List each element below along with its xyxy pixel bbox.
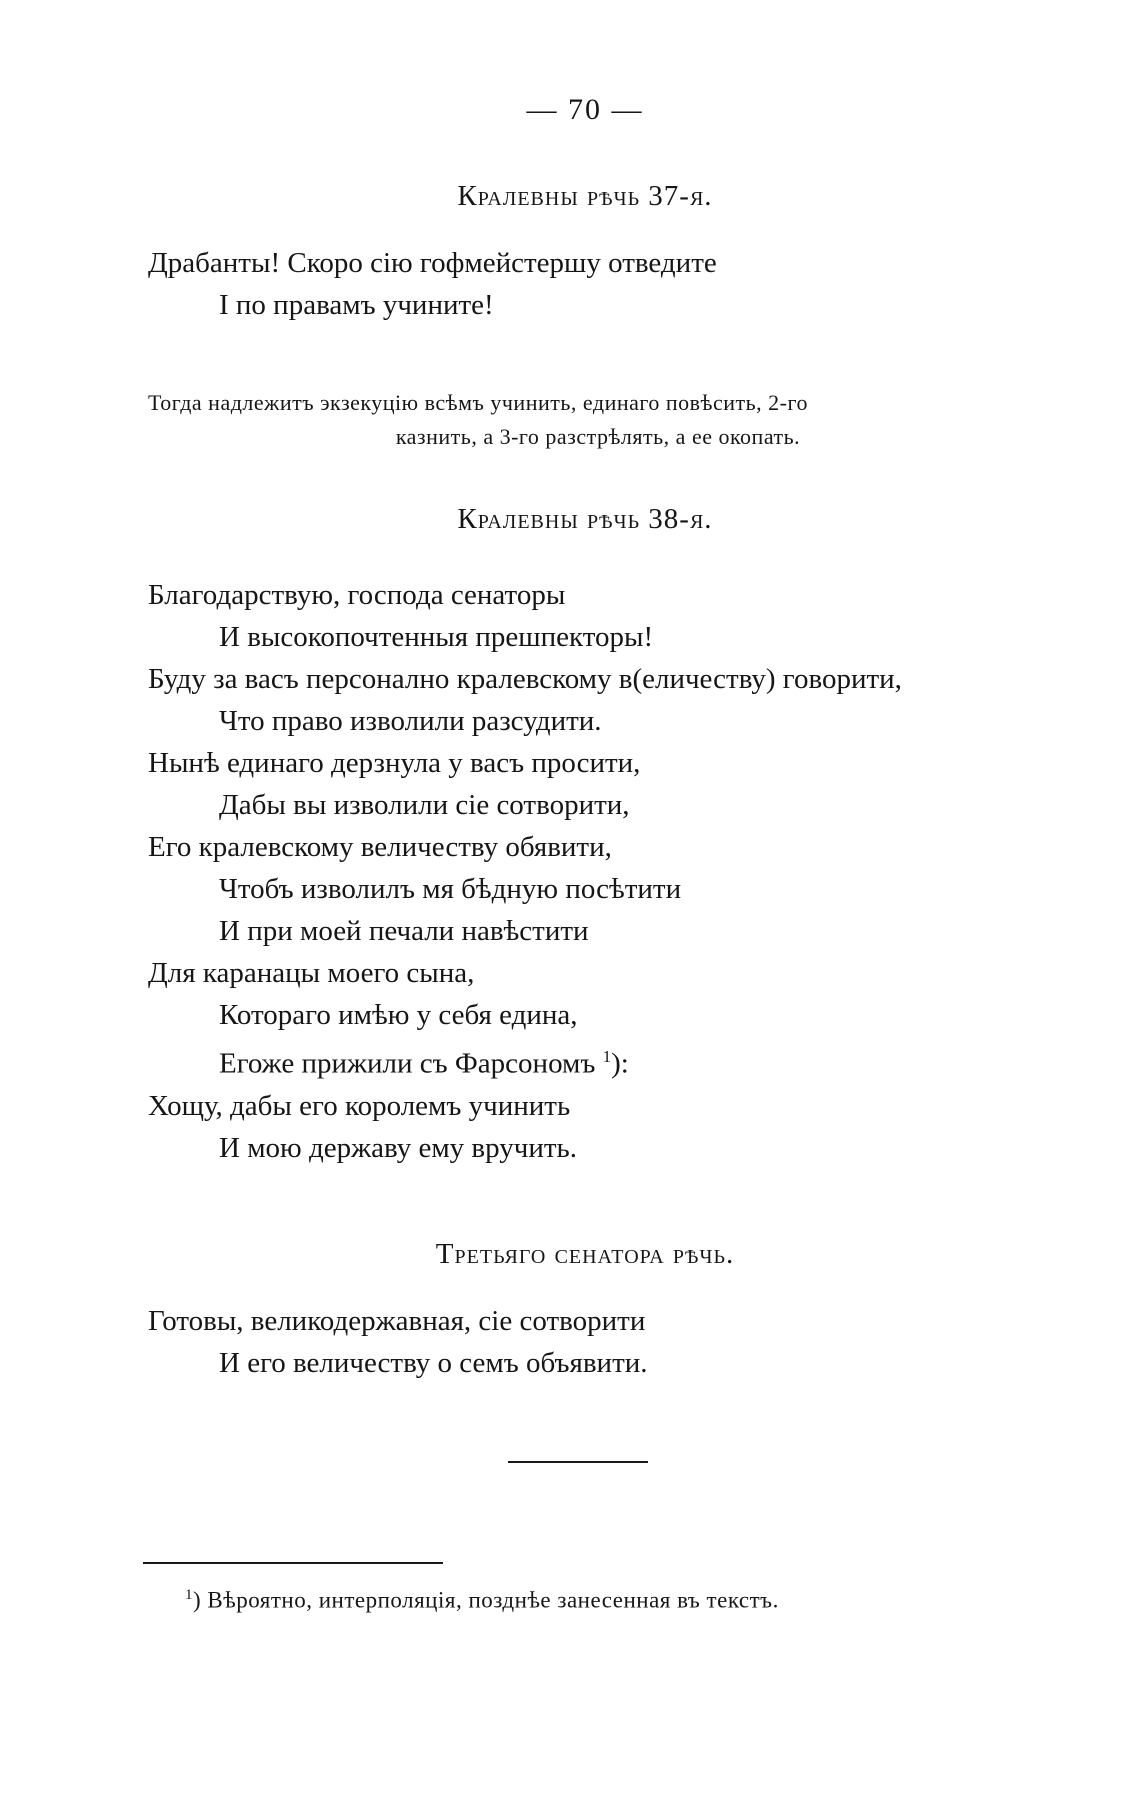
stage-direction bbox=[148, 386, 1028, 454]
heading-speech-37: Кралевны рѣчь 37-я. bbox=[457, 180, 713, 212]
verse-line: Дабы вы изволили сіе сотворити, bbox=[219, 789, 630, 821]
footnote-reference[interactable]: 1 bbox=[602, 1047, 612, 1066]
section-divider-rule bbox=[508, 1461, 648, 1463]
verse-speech-37 bbox=[148, 242, 717, 326]
verse-line: Чтобъ изволилъ мя бѣдную посѣтити bbox=[219, 873, 682, 905]
verse-line-punct: ): bbox=[611, 1047, 629, 1080]
verse-line: Готовы, великодержавная, сіе сотворити bbox=[148, 1305, 646, 1337]
verse-line: Драбанты! Скоро сію гофмейстершу отведите bbox=[148, 247, 717, 279]
stage-direction-line: Тогда надлежитъ экзекуцію всѣмъ учинить, единаго повѣсить, 2-го bbox=[148, 390, 808, 415]
verse-line: Его кралевскому величеству обявити, bbox=[148, 831, 612, 863]
verse-line: И его величеству о семъ объявити. bbox=[219, 1347, 648, 1379]
verse-line: Для каранацы моего сына, bbox=[148, 957, 475, 989]
verse-line: Что право изволили разсудити. bbox=[219, 705, 602, 737]
verse-line: Буду за васъ персонално кралевскому в(еличеству) говорити, bbox=[148, 663, 902, 695]
footnote-text: ) Вѣроятно, интерполяція, позднѣе занесенная въ текстъ. bbox=[193, 1587, 779, 1613]
verse-line-text: Егоже прижили съ Фарсономъ bbox=[219, 1047, 596, 1080]
verse-line: Котораго имѣю у себя едина, bbox=[219, 999, 578, 1031]
stage-direction-line: казнить, а 3-го разстрѣлять, а ее окопать. bbox=[395, 424, 801, 449]
verse-line: И при моей печали навѣстити bbox=[219, 915, 589, 947]
verse-line: И мою державу ему вручить. bbox=[219, 1131, 577, 1164]
footnote-marker: 1 bbox=[185, 1587, 193, 1603]
verse-third-senator bbox=[148, 1300, 648, 1384]
verse-line: Нынѣ единаго дерзнула у васъ просити, bbox=[148, 747, 641, 779]
verse-line: І по правамъ учините! bbox=[219, 289, 494, 321]
verse-line: Благодарствую, господа сенаторы bbox=[148, 579, 566, 611]
verse-line: Хощу, дабы его королемъ учинить bbox=[148, 1089, 571, 1122]
page-number: — 70 — bbox=[526, 93, 644, 126]
verse-line: И высокопочтенныя прешпекторы! bbox=[219, 621, 654, 653]
footnote bbox=[185, 1587, 779, 1614]
heading-third-senator: Третьяго сенатора рѣчь. bbox=[435, 1238, 735, 1270]
verse-speech-38 bbox=[148, 574, 902, 1169]
footnote-separator-rule bbox=[143, 1562, 443, 1564]
verse-line-with-footnote bbox=[148, 1036, 902, 1085]
heading-speech-38: Кралевны рѣчь 38-я. bbox=[457, 503, 713, 535]
